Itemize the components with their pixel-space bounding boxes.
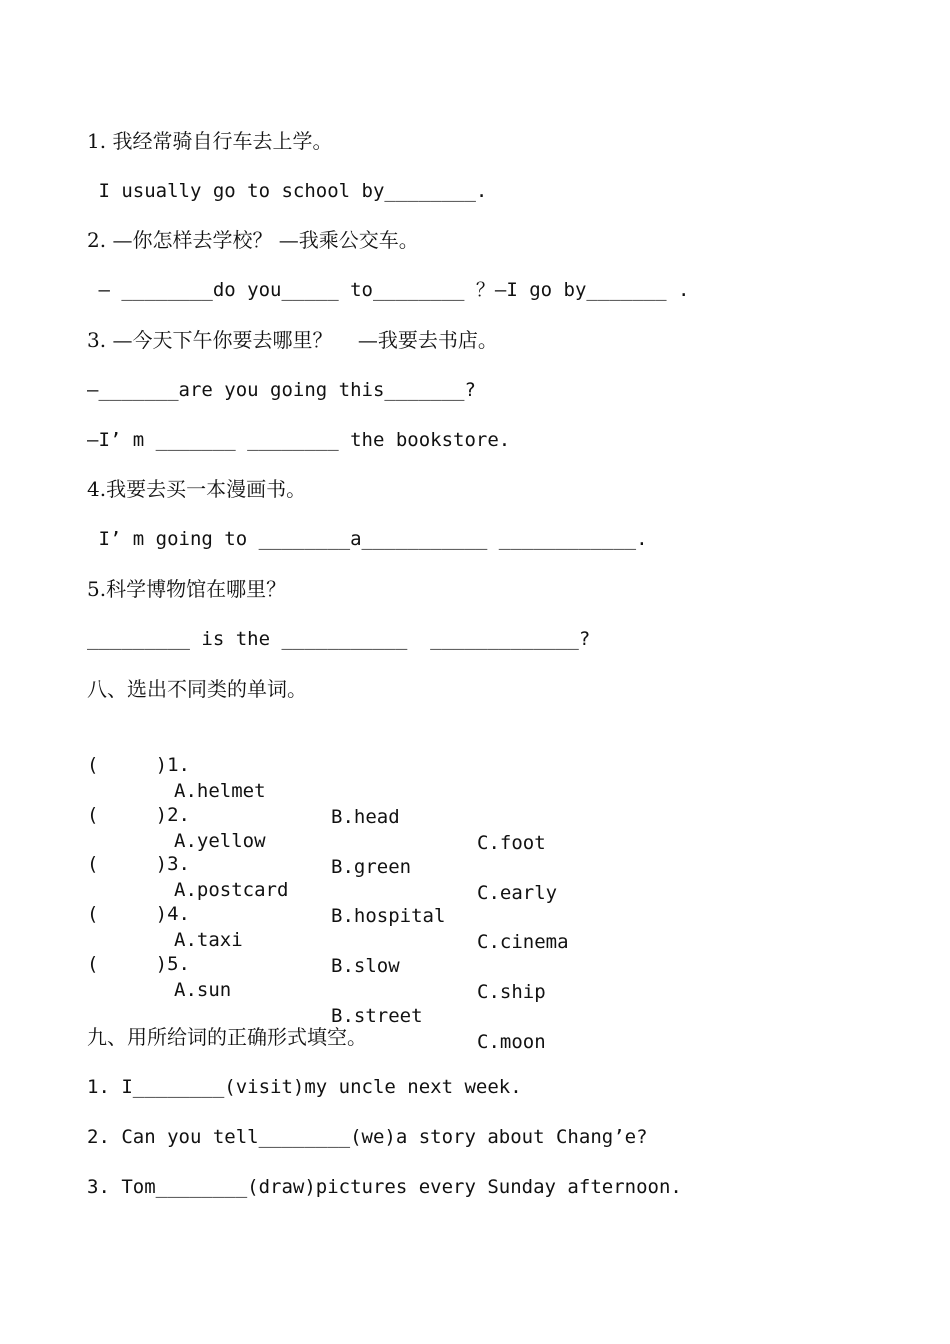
q2-chinese: 2. —你怎样去学校？ —我乘公交车。	[87, 228, 419, 252]
option-a: A.sun	[174, 979, 232, 1001]
option-b: B.hospital	[331, 905, 446, 927]
section8-title: 八、选出不同类的单词。	[87, 677, 307, 701]
option-a: A.postcard	[174, 879, 289, 901]
option-c: C.early	[477, 882, 558, 904]
q3-english-2: —I’ m _______ ________ the bookstore.	[87, 429, 511, 451]
item-number: ( )5.	[87, 953, 190, 975]
section9-item: 2. Can you tell________(we)a story about Chang’e?	[87, 1126, 648, 1148]
q5-chinese: 5.科学博物馆在哪里？	[87, 577, 287, 601]
q3-chinese: 3. —今天下午你要去哪里？ —我要去书店。	[87, 328, 498, 352]
option-b: B.slow	[331, 955, 400, 977]
q1-english: I usually go to school by________.	[87, 180, 488, 202]
q4-chinese: 4.我要去买一本漫画书。	[87, 477, 307, 501]
q4-english: I’ m going to ________a___________ ____________.	[87, 528, 648, 550]
option-a: A.yellow	[174, 830, 266, 852]
option-b: B.street	[331, 1005, 423, 1027]
option-b: B.green	[331, 856, 412, 878]
item-number: ( )1.	[87, 754, 190, 776]
option-c: C.moon	[477, 1031, 546, 1053]
q2-english: — ________do you_____ to________ ？—I go by_______ .	[87, 279, 690, 301]
q1-chinese: 1. 我经常骑自行车去上学。	[87, 129, 333, 153]
q3-english-1: —_______are you going this_______?	[87, 379, 476, 401]
option-a: A.helmet	[174, 780, 266, 802]
section9-item: 1. I________(visit)my uncle next week.	[87, 1076, 522, 1098]
item-number: ( )3.	[87, 853, 190, 875]
option-a: A.taxi	[174, 929, 243, 951]
option-c: C.foot	[477, 832, 546, 854]
item-number: ( )2.	[87, 804, 190, 826]
option-c: C.cinema	[477, 931, 569, 953]
option-b: B.head	[331, 806, 400, 828]
section9-title: 九、用所给词的正确形式填空。	[87, 1025, 367, 1049]
q5-english: _________ is the ___________ _____________?	[87, 628, 591, 650]
option-c: C.ship	[477, 981, 546, 1003]
section9-item: 3. Tom________(draw)pictures every Sunday afternoon.	[87, 1176, 682, 1198]
item-number: ( )4.	[87, 903, 190, 925]
